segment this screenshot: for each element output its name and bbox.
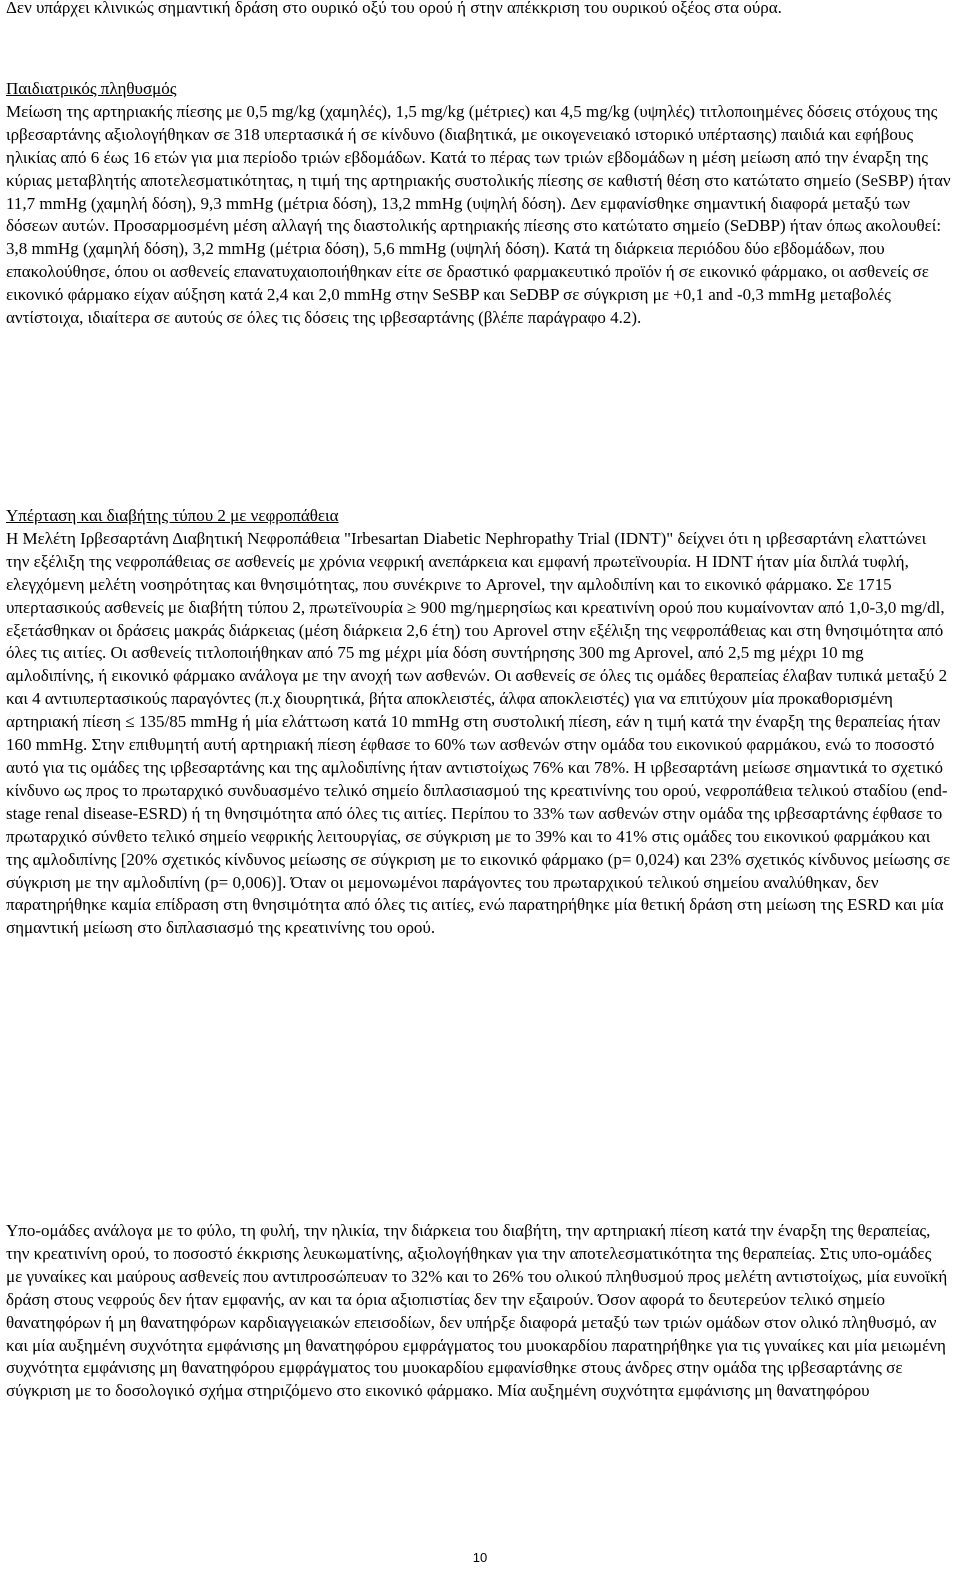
greater-equal-symbol: ≥ <box>407 597 417 617</box>
nephropathy-section <box>6 505 951 940</box>
pediatric-paragraph: Μείωση της αρτηριακής πίεσης με 0,5 mg/kg (χαμηλές), 1,5 mg/kg (μέτριες) και 4,5 mg/kg (υψηλές) τιτλοποιημένες δόσεις στόχους της ιρβεσαρτάνης αξιολογήθηκαν σε 318 υπερτασικά ή σε κίνδυνο (διαβητικά, με οικογενειακό ιστορικό υπέρτασης) παιδιά και εφήβους ηλικίας από 6 έως 16 ετών για μια περίοδο τριών εβδομάδων. Κατά το πέρας των τριών εβδομάδων η μέση μείωση από την έναρξη της κύριας μεταβλητής αποτελεσματικότητας, η τιμή της αρτηριακής συστολικής πίεσης σε καθιστή θέση στο κατώτατο σημείο (SeSBP) ήταν 11,7 mmHg (χαμηλή δόση), 9,3 mmHg (μέτρια δόση), 13,2 mmHg (υψηλή δόση). Δεν εμφανίσθηκε σημαντική διαφορά μεταξύ των δόσεων αυτών. Προσαρμοσμένη μέση αλλαγή της διαστολικής αρτηριακής πίεσης στο κατώτατο σημείο (SeDBP) ήταν όπως ακολουθεί: 3,8 mmHg (χαμηλή δόση), 3,2 mmHg (μέτρια δόση), 5,6 mmHg (υψηλή δόση). Κατά τη διάρκεια περιόδου δύο εβδομάδων, που επακολούθησε, όπου οι ασθενείς επανατυχαιοποιήθηκαν είτε σε δραστικό φαρμακευτικό προϊόν ή σε εικονικό φάρμακο, οι ασθενείς σε εικονικό φάρμακο είχαν αύξηση κατά 2,4 και 2,0 mmHg στην SeSBP και SeDBP σε σύγκριση με +0,1 and -0,3 mmHg μεταβολές αντίστοιχα, ιδιαίτερα σε αυτούς σε όλες τις δόσεις της ιρβεσαρτάνης (βλέπε παράγραφο 4.2). <box>6 101 951 328</box>
intro-paragraph: Δεν υπάρχει κλινικώς σημαντική δράση στο ουρικό οξύ του ορού ή στην απέκκριση του ουρικού οξέος στα ούρα. <box>6 0 782 17</box>
nephropathy-text-part-b: 900 mg/ημερησίως και κρεατινίνη ορού που κυμαίνονταν από 1,0-3,0 mg/dl, εξετάσθηκαν οι δράσεις μακράς διάρκειας (μέση διάρκεια 2,6 έτη) του Aprovel στην εξέλιξη της νεφροπάθειας και στη θνησιμότητα από όλες τις αιτίες. Οι ασθενείς τιτλοποιήθηκαν από 75 mg μέχρι μία δόση συντήρησης 300 mg Aprovel, από 2,5 mg μέχρι 10 mg αμλοδιπίνης, ή εικονικό φάρμακο ανάλογα με την ανοχή των ασθενών. Οι ασθενείς σε όλες τις ομάδες θεραπείας έλαβαν τυπικά μεταξύ 2 και 4 αντιυπερτασικούς παραγόντες (π.χ διουρητικά, βήτα αποκλειστές, άλφα αποκλειστές) για να επιτύχουν μία προκαθορισμένη αρτηριακή πίεση <box>6 597 948 732</box>
pediatric-heading: Παιδιατρικός πληθυσμός <box>6 79 177 98</box>
pediatric-section <box>6 78 951 330</box>
nephropathy-text-part-a: Η Μελέτη Ιρβεσαρτάνη Διαβητική Νεφροπάθεια "Irbesartan Diabetic Nephropathy Trial (IDNT)" δείχνει ότι η ιρβεσαρτάνη ελαττώνει την εξέλιξη της νεφροπάθειας σε ασθενείς με χρόνια νεφρική ανεπάρκεια και εμφανή πρωτεϊνουρία. Η IDNT ήταν μία διπλά τυφλή, ελεγχόμενη μελέτη νοσηρότητας και θνησιμότητας, που συνέκρινε το Aprovel, την αμλοδιπίνη και το εικονικό φάρμακο. Σε 1715 υπερτασικούς ασθενείς με διαβήτη τύπου 2, πρωτεϊνουρία <box>6 528 927 617</box>
subgroups-paragraph: Υπο-ομάδες ανάλογα με το φύλο, τη φυλή, την ηλικία, την διάρκεια του διαβήτη, την αρτηριακή πίεση κατά την έναρξη της θεραπείας, την κρεατινίνη ορού, το ποσοστό έκκρισης λευκωματίνης, αξιολογήθηκαν για την αποτελεσματικότητα της θεραπείας. Στις υπο-ομάδες με γυναίκες και μαύρους ασθενείς που αντιπροσώπευαν το 32% και το 26% του ολικού πληθυσμού προς μελέτη αντιστοίχως, μία ευνοϊκή δράση στους νεφρούς δεν ήταν εμφανής, αν και τα όρια αξιοπιστίας δεν την εξαιρούν. Όσον αφορά το δευτερεύον τελικό σημείο θανατηφόρων ή μη θανατηφόρων καρδιαγγειακών επεισοδίων, δεν υπήρξε διαφορά μεταξύ των τριών ομάδων στον ολικό πληθυσμό, αν και μία αυξημένη συχνότητα εμφάνισης μη θανατηφόρου εμφράγματος του μυοκαρδίου παρατηρήθηκε για τις γυναίκες και μία μειωμένη συχνότητα εμφάνισης μη θανατηφόρου εμφράγματος του μυοκαρδίου εμφανίσθηκε στους άνδρες στην ομάδα της ιρβεσαρτάνης σε σύγκριση με το δοσολογικό σχήμα στηριζόμενο στο εικονικό φάρμακο. Μία αυξημένη συχνότητα εμφάνισης μη θανατηφόρου <box>6 1221 948 1401</box>
nephropathy-paragraph <box>6 529 950 937</box>
nephropathy-heading: Υπέρταση και διαβήτης τύπου 2 με νεφροπάθεια <box>6 506 339 525</box>
less-equal-symbol: ≤ <box>125 712 135 732</box>
nephropathy-text-part-c: 135/85 mmHg ή μία ελάττωση κατά 10 mmHg στη συστολική πίεση, εάν η τιμή κατά την έναρξη της θεραπείας ήταν 160 mmHg. Στην επιθυμητή αυτή αρτηριακή πίεση έφθασε το 60% των ασθενών στην ομάδα του εικονικού φαρμάκου, ενώ το ποσοστό αυτό για τις ομάδες της ιρβεσαρτάνης και της αμλοδιπίνης ήταν αντιστοίχως 76% και 78%. Η ιρβεσαρτάνη μείωσε σημαντικά το σχετικό κίνδυνο ως προς το πρωταρχικό συνδυασμένο τελικό σημείο διπλασιασμού της κρεατινίνης του ορού, νεφροπάθεια τελικού σταδίου (end-stage renal disease-ESRD) ή τη θνησιμότητα από όλες τις αιτίες. Περίπου το 33% των ασθενών στην ομάδα της ιρβεσαρτάνης έφθασε το πρωταρχικό σύνθετο τελικό σημείο νεφρικής λειτουργίας, σε σύγκριση με το 39% και το 41% στις ομάδες του εικονικού φαρμάκου και της αμλοδιπίνης [20% σχετικός κίνδυνος μείωσης σε σύγκριση με το εικονικό φάρμακο (p= 0,024) και 23% σχετικός κίνδυνος μείωσης σε σύγκριση με την αμλοδιπίνη (p= 0,006)]. Όταν οι μεμονωμένοι παράγοντες του πρωταρχικού τελικού σημείου αναλύθηκαν, δεν παρατηρήθηκε καμία επίδραση στη θνησιμότητα από όλες τις αιτίες, ενώ παρατηρήθηκε μία θετική δράση στη μείωση της ESRD και μία σημαντική μείωση στο διπλασιασμό της κρεατινίνης του ορού. <box>6 712 951 938</box>
page-number: 10 <box>472 1550 488 1565</box>
